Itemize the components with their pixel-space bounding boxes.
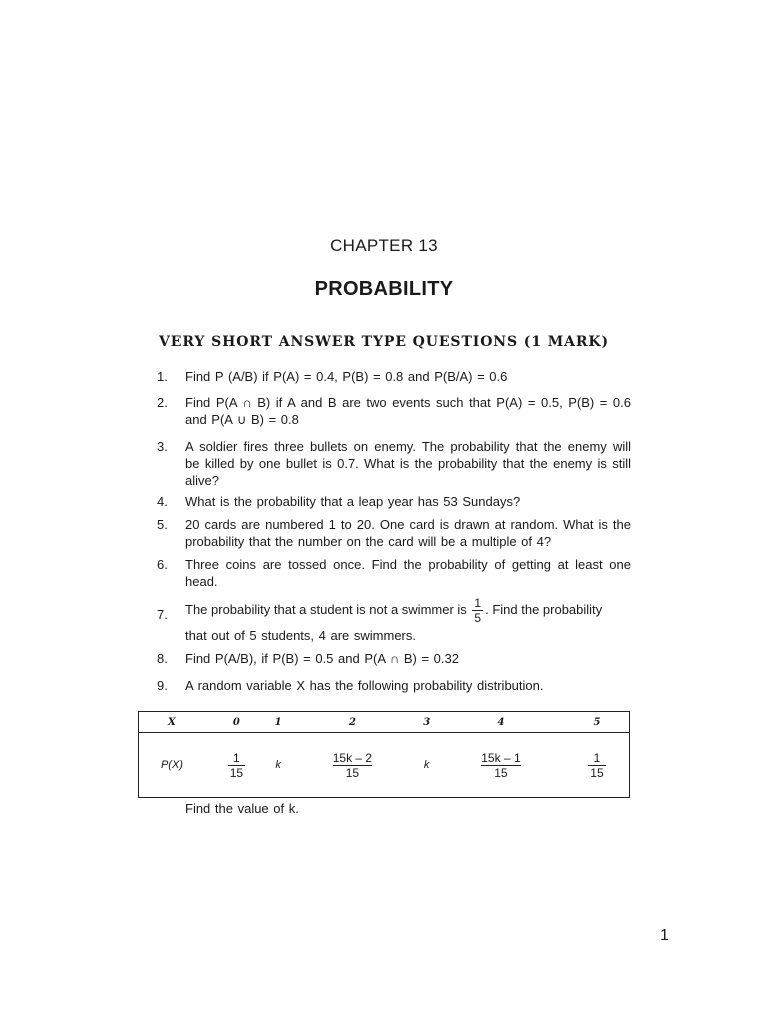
page-number: 1	[660, 927, 669, 944]
question-number: 8.	[157, 651, 168, 666]
question-text: What is the probability that a leap year has 53 Sundays?	[185, 494, 521, 509]
table-row	[139, 733, 630, 798]
row-label: P(X)	[160, 759, 183, 771]
fraction-numerator: 15k – 1	[481, 750, 521, 765]
question-number: 5.	[157, 517, 168, 532]
header-cell: 4	[437, 712, 565, 733]
fraction	[228, 751, 245, 780]
fraction-numerator: 1	[474, 596, 482, 610]
question-number: 7.	[157, 607, 168, 622]
fraction	[588, 751, 605, 780]
question-text-after: . Find the probability	[485, 601, 603, 617]
question-text: Three coins are tossed once. Find the probability of getting at least one head.	[185, 557, 631, 589]
question-text-before: The probability that a student is not a swimmer is	[185, 601, 467, 617]
question-text	[185, 596, 631, 625]
fraction-numerator: 1	[233, 750, 240, 765]
chapter-label: CHAPTER 13	[330, 236, 438, 255]
question-number: 1.	[157, 369, 168, 384]
table-cell: k	[275, 759, 281, 771]
section-heading: VERY SHORT ANSWER TYPE QUESTIONS (1 MARK)	[158, 334, 610, 350]
header-cell: 3	[416, 712, 437, 733]
header-cell: X	[139, 712, 205, 733]
fraction-denominator: 15	[333, 765, 372, 780]
table-cell	[205, 733, 268, 798]
table-cell	[437, 733, 565, 798]
question-number: 9.	[157, 678, 168, 693]
question-number: 4.	[157, 494, 168, 509]
question-text: Find P(A/B), if P(B) = 0.5 and P(A ∩ B) = 0.32	[185, 651, 459, 666]
table-cell	[565, 733, 630, 798]
fraction-denominator: 15	[481, 765, 520, 780]
question-text: 20 cards are numbered 1 to 20. One card is drawn at random. What is the probability that the number on the card will be a multiple of 4?	[185, 517, 631, 549]
fraction	[333, 751, 372, 780]
probability-distribution-table	[138, 711, 630, 798]
question-text: Find P (A/B) if P(A) = 0.4, P(B) = 0.8 and P(B/A) = 0.6	[185, 369, 508, 384]
page-title: PROBABILITY	[314, 278, 454, 300]
fraction-denominator: 15	[590, 765, 604, 780]
question-text: A random variable X has the following probability distribution.	[185, 678, 544, 693]
header-cell: 0	[205, 712, 268, 733]
question-text-line2: that out of 5 students, 4 are swimmers.	[185, 628, 416, 643]
question-text: A soldier fires three bullets on enemy. The probability that the enemy will be killed by one bullet is 0.7. What is the probability that the enemy is still alive?	[185, 439, 631, 488]
question-number: 3.	[157, 439, 168, 454]
question-number: 2.	[157, 395, 168, 410]
header-cell: 1	[268, 712, 289, 733]
fraction-denominator: 15	[229, 765, 244, 780]
question-number: 6.	[157, 557, 168, 572]
question-text: Find the value of k.	[185, 801, 299, 816]
fraction-numerator: 1	[593, 750, 601, 765]
table-cell: k	[423, 759, 430, 771]
fraction-denominator: 5	[474, 611, 482, 625]
fraction-one-fifth	[472, 596, 483, 625]
question-text: Find P(A ∩ B) if A and B are two events such that P(A) = 0.5, P(B) = 0.6 and P(A ∪ B) = 0.8	[185, 395, 631, 427]
header-cell: 2	[288, 712, 416, 733]
header-cell: 5	[565, 712, 630, 733]
fraction	[481, 751, 520, 780]
table-header-row	[139, 712, 630, 733]
fraction-numerator: 15k – 2	[332, 750, 373, 765]
table-cell	[288, 733, 416, 798]
